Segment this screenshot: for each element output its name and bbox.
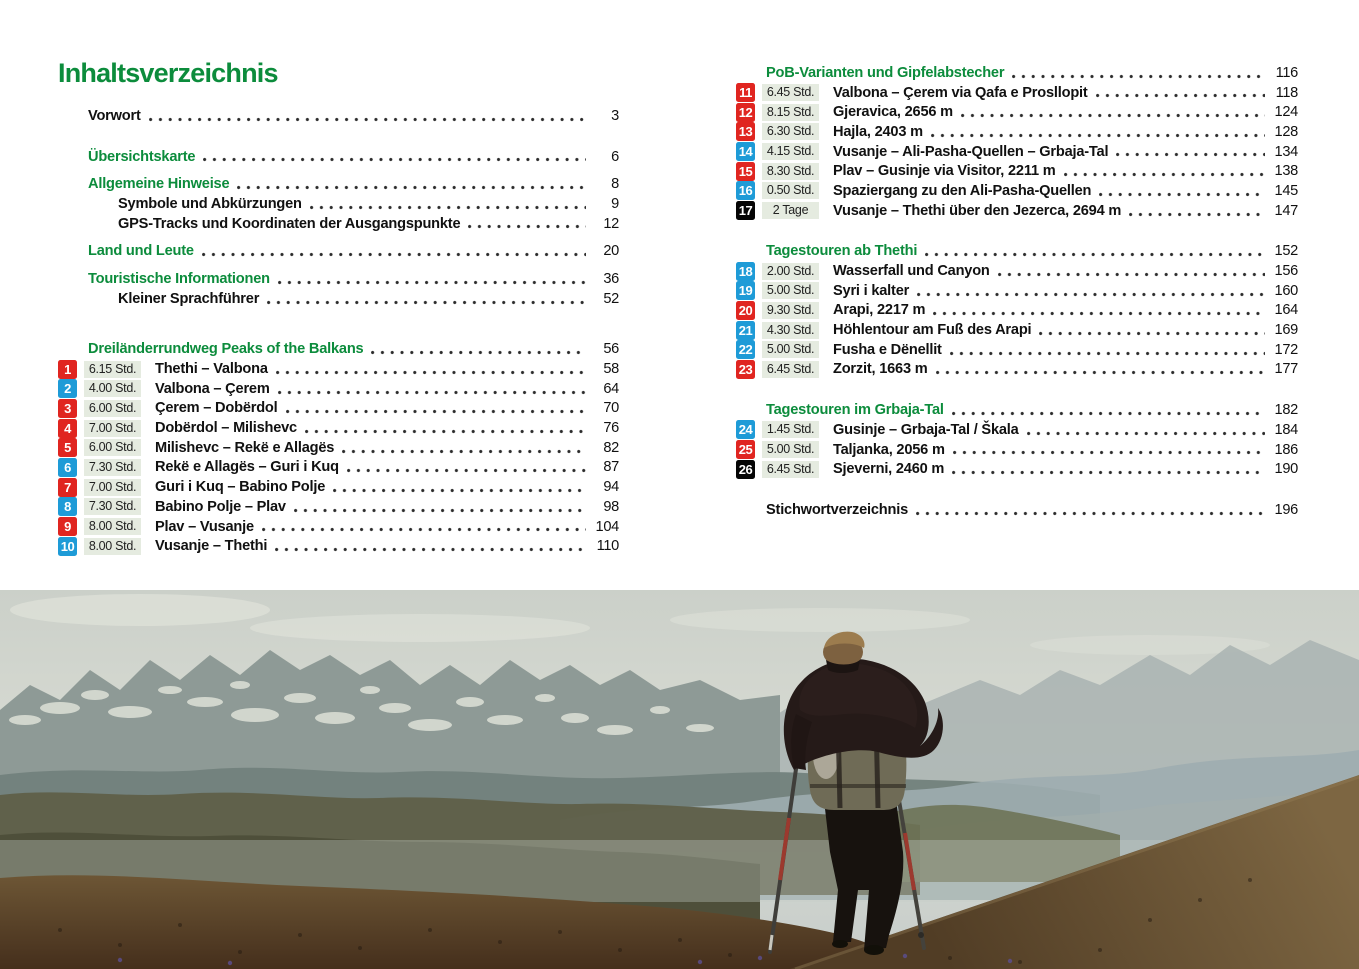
- dot-leader: [342, 449, 586, 454]
- page-number: 177: [1274, 361, 1298, 378]
- dot-leader: [931, 133, 1265, 138]
- dot-leader: [347, 468, 586, 473]
- duration-label: 6.00 Std.: [84, 400, 141, 417]
- toc-entry-row: [58, 174, 619, 194]
- page-number: 20: [603, 243, 619, 260]
- duration-label: 8.15 Std.: [762, 104, 819, 121]
- tour-row: [736, 360, 1298, 380]
- tour-title: Zorzit, 1663 m: [833, 361, 928, 378]
- tour-row: [58, 517, 619, 537]
- duration-label: 4.15 Std.: [762, 143, 819, 160]
- tour-row: [58, 379, 619, 399]
- section-title: Touristische Informationen: [88, 270, 270, 287]
- page-number: 76: [603, 420, 619, 437]
- dot-leader: [998, 272, 1265, 277]
- tour-row: [58, 477, 619, 497]
- page-number: 190: [1274, 461, 1298, 478]
- tour-row: [736, 459, 1298, 479]
- dot-leader: [275, 547, 586, 552]
- route-number-badge: 19: [736, 281, 755, 300]
- section-title: GPS-Tracks und Koordinaten der Ausgangspunkte: [118, 215, 461, 232]
- route-number-badge: 23: [736, 360, 755, 379]
- page-number: 87: [603, 459, 619, 476]
- duration-label: 6.45 Std.: [762, 461, 819, 478]
- dot-leader: [262, 527, 586, 532]
- page-number: 196: [1274, 501, 1298, 518]
- route-number-badge: 11: [736, 83, 755, 102]
- page-number: 152: [1274, 243, 1298, 260]
- dot-leader: [276, 370, 586, 375]
- tour-title: Thethi – Valbona: [155, 361, 268, 378]
- route-number-badge: 15: [736, 162, 755, 181]
- page-number: 8: [611, 176, 619, 193]
- section-title: Stichwortverzeichnis: [766, 501, 908, 518]
- dot-leader: [286, 409, 586, 414]
- dot-leader: [333, 488, 586, 493]
- page-number: 164: [1274, 302, 1298, 319]
- page-number: 184: [1274, 421, 1298, 438]
- duration-label: 5.00 Std.: [762, 282, 819, 299]
- dot-leader: [1096, 93, 1265, 98]
- dot-leader: [278, 390, 586, 395]
- route-number-badge: 24: [736, 420, 755, 439]
- toc-entry-row: [58, 147, 619, 167]
- toc-entry-row: [736, 242, 1298, 262]
- duration-label: 4.30 Std.: [762, 322, 819, 339]
- page-number: 118: [1275, 84, 1298, 101]
- page-number: 58: [603, 361, 619, 378]
- page-number: 182: [1274, 402, 1298, 419]
- tour-title: Plav – Vusanje: [155, 518, 254, 535]
- page-number: 128: [1274, 123, 1298, 140]
- tour-row: [58, 497, 619, 517]
- dot-leader: [202, 252, 586, 257]
- duration-label: 6.15 Std.: [84, 361, 141, 378]
- page-number: 147: [1274, 202, 1298, 219]
- dot-leader: [1129, 212, 1265, 217]
- toc-entry-row: [58, 194, 619, 214]
- route-number-badge: 17: [736, 201, 755, 220]
- route-number-badge: 20: [736, 301, 755, 320]
- page-number: 98: [603, 498, 619, 515]
- section-title: Allgemeine Hinweise: [88, 176, 230, 193]
- dot-leader: [961, 113, 1265, 118]
- tour-title: Wasserfall und Canyon: [833, 263, 990, 280]
- toc-column-left: [58, 106, 619, 556]
- dot-leader: [925, 252, 1265, 257]
- duration-label: 6.00 Std.: [84, 439, 141, 456]
- route-number-badge: 12: [736, 103, 755, 122]
- dot-leader: [936, 370, 1265, 375]
- section-title: Land und Leute: [88, 243, 194, 260]
- toc-entry-row: [58, 214, 619, 234]
- tour-row: [58, 359, 619, 379]
- duration-label: 7.00 Std.: [84, 479, 141, 496]
- page-number: 52: [603, 290, 619, 307]
- tour-row: [58, 458, 619, 478]
- duration-label: 2.00 Std.: [762, 263, 819, 280]
- tour-row: [736, 142, 1298, 162]
- page-number: 110: [596, 538, 619, 555]
- tour-row: [736, 102, 1298, 122]
- duration-label: 4.00 Std.: [84, 380, 141, 397]
- tour-title: Valbona – Çerem via Qafa e Prosllopit: [833, 84, 1088, 101]
- dot-leader: [310, 205, 586, 210]
- tour-row: [736, 122, 1298, 142]
- page-number: 124: [1274, 104, 1298, 121]
- dot-leader: [952, 411, 1265, 416]
- duration-label: 5.00 Std.: [762, 341, 819, 358]
- duration-label: 6.30 Std.: [762, 123, 819, 140]
- dot-leader: [267, 300, 586, 305]
- page-number: 116: [1275, 64, 1298, 81]
- section-title: Dreiländerrundweg Peaks of the Balkans: [88, 341, 364, 358]
- dot-leader: [305, 429, 586, 434]
- duration-label: 6.45 Std.: [762, 84, 819, 101]
- duration-label: 8.00 Std.: [84, 538, 141, 555]
- duration-label: 7.00 Std.: [84, 420, 141, 437]
- route-number-badge: 16: [736, 181, 755, 200]
- tour-title: Hajla, 2403 m: [833, 123, 923, 140]
- dot-leader: [950, 351, 1265, 356]
- tour-row: [736, 281, 1298, 301]
- tour-title: Vusanje – Thethi über den Jezerca, 2694 m: [833, 202, 1122, 219]
- route-number-badge: 2: [58, 379, 77, 398]
- tour-title: Çerem – Dobërdol: [155, 400, 278, 417]
- dot-leader: [952, 470, 1265, 475]
- toc-entry-row: [58, 106, 619, 126]
- dot-leader: [1012, 74, 1265, 79]
- tour-title: Sjeverni, 2460 m: [833, 461, 945, 478]
- page-title: Inhaltsverzeichnis: [58, 58, 278, 88]
- dot-leader: [371, 350, 586, 355]
- page-number: 138: [1274, 163, 1298, 180]
- page-number: 169: [1274, 322, 1298, 339]
- route-number-badge: 14: [736, 142, 755, 161]
- tour-title: Plav – Gusinje via Visitor, 2211 m: [833, 163, 1056, 180]
- dot-leader: [468, 224, 586, 229]
- page-number: 9: [611, 195, 619, 212]
- duration-label: 7.30 Std.: [84, 459, 141, 476]
- page-number: 36: [603, 270, 619, 287]
- page-number: 156: [1274, 263, 1298, 280]
- page-number: 160: [1274, 282, 1298, 299]
- page-number: 64: [603, 380, 619, 397]
- dot-leader: [1039, 331, 1265, 336]
- tour-title: Spaziergang zu den Ali-Pasha-Quellen: [833, 182, 1092, 199]
- duration-label: 7.30 Std.: [84, 498, 141, 515]
- route-number-badge: 18: [736, 262, 755, 281]
- dot-leader: [149, 117, 586, 122]
- dot-leader: [917, 292, 1265, 297]
- tour-title: Babino Polje – Plav: [155, 498, 286, 515]
- page-number: 186: [1274, 441, 1298, 458]
- page-number: 3: [611, 107, 619, 124]
- tour-title: Höhlentour am Fuß des Arapi: [833, 322, 1032, 339]
- tour-row: [736, 301, 1298, 321]
- route-number-badge: 25: [736, 440, 755, 459]
- dot-leader: [294, 508, 586, 513]
- page-number: 56: [603, 341, 619, 358]
- toc-entry-row: [58, 340, 619, 360]
- dot-leader: [278, 280, 586, 285]
- toc-entry-row: [736, 500, 1298, 520]
- route-number-badge: 10: [58, 537, 77, 556]
- tour-title: Valbona – Çerem: [155, 380, 270, 397]
- duration-label: 0.50 Std.: [762, 182, 819, 199]
- tour-row: [736, 181, 1298, 201]
- tour-title: Syri i kalter: [833, 282, 910, 299]
- bottom-photo: [0, 590, 1359, 969]
- section-title: Symbole und Abkürzungen: [118, 195, 302, 212]
- section-title: Kleiner Sprachführer: [118, 290, 260, 307]
- tour-row: [736, 201, 1298, 221]
- tour-title: Gjeravica, 2656 m: [833, 104, 953, 121]
- duration-label: 8.00 Std.: [84, 518, 141, 535]
- duration-label: 1.45 Std.: [762, 421, 819, 438]
- tour-row: [58, 399, 619, 419]
- route-number-badge: 7: [58, 478, 77, 497]
- page-number: 104: [595, 518, 619, 535]
- route-number-badge: 22: [736, 340, 755, 359]
- tour-title: Vusanje – Ali-Pasha-Quellen – Grbaja-Tal: [833, 143, 1109, 160]
- route-number-badge: 3: [58, 399, 77, 418]
- page-number: 145: [1274, 182, 1298, 199]
- tour-title: Gusinje – Grbaja-Tal / Škala: [833, 421, 1019, 438]
- toc-entry-row: [58, 289, 619, 309]
- tour-title: Arapi, 2217 m: [833, 302, 926, 319]
- tour-title: Vusanje – Thethi: [155, 538, 268, 555]
- tour-title: Guri i Kuq – Babino Polje: [155, 479, 326, 496]
- page-number: 6: [611, 148, 619, 165]
- section-title: Tagestouren im Grbaja-Tal: [766, 402, 944, 419]
- route-number-badge: 26: [736, 460, 755, 479]
- tour-row: [58, 438, 619, 458]
- tour-title: Milishevc – Rekë e Allagës: [155, 439, 335, 456]
- tour-title: Rekë e Allagës – Guri i Kuq: [155, 459, 339, 476]
- route-number-badge: 6: [58, 458, 77, 477]
- duration-label: 8.30 Std.: [762, 163, 819, 180]
- tour-row: [736, 340, 1298, 360]
- dot-leader: [203, 157, 586, 162]
- section-title: Vorwort: [88, 107, 141, 124]
- tour-row: [58, 536, 619, 556]
- dot-leader: [953, 450, 1265, 455]
- duration-label: 2 Tage: [762, 202, 819, 219]
- tour-title: Taljanka, 2056 m: [833, 441, 945, 458]
- tour-row: [58, 418, 619, 438]
- dot-leader: [1116, 152, 1265, 157]
- duration-label: 5.00 Std.: [762, 441, 819, 458]
- route-number-badge: 1: [58, 360, 77, 379]
- page-number: 94: [603, 479, 619, 496]
- page-number: 134: [1274, 143, 1298, 160]
- tour-title: Dobërdol – Milishevc: [155, 420, 297, 437]
- duration-label: 9.30 Std.: [762, 302, 819, 319]
- dot-leader: [933, 311, 1265, 316]
- tour-row: [736, 83, 1298, 103]
- dot-leader: [237, 185, 586, 190]
- route-number-badge: 4: [58, 419, 77, 438]
- section-title: PoB-Varianten und Gipfelabstecher: [766, 64, 1005, 81]
- toc-entry-row: [736, 63, 1298, 83]
- route-number-badge: 9: [58, 517, 77, 536]
- dot-leader: [916, 511, 1265, 516]
- toc-entry-row: [736, 400, 1298, 420]
- dot-leader: [1027, 431, 1265, 436]
- page-number: 82: [603, 439, 619, 456]
- page-number: 70: [603, 400, 619, 417]
- dot-leader: [1064, 172, 1265, 177]
- page-number: 172: [1274, 341, 1298, 358]
- dot-leader: [1099, 192, 1265, 197]
- tour-row: [736, 261, 1298, 281]
- route-number-badge: 8: [58, 497, 77, 516]
- page-number: 12: [603, 215, 619, 232]
- route-number-badge: 21: [736, 321, 755, 340]
- toc-entry-row: [58, 269, 619, 289]
- duration-label: 6.45 Std.: [762, 361, 819, 378]
- tour-row: [736, 440, 1298, 460]
- tour-title: Fusha e Dënellit: [833, 341, 942, 358]
- section-title: Übersichtskarte: [88, 148, 196, 165]
- tour-row: [736, 161, 1298, 181]
- toc-column-right: [736, 63, 1298, 520]
- route-number-badge: 13: [736, 122, 755, 141]
- tour-row: [736, 420, 1298, 440]
- tour-row: [736, 320, 1298, 340]
- route-number-badge: 5: [58, 438, 77, 457]
- section-title: Tagestouren ab Thethi: [766, 243, 918, 260]
- toc-entry-row: [58, 241, 619, 261]
